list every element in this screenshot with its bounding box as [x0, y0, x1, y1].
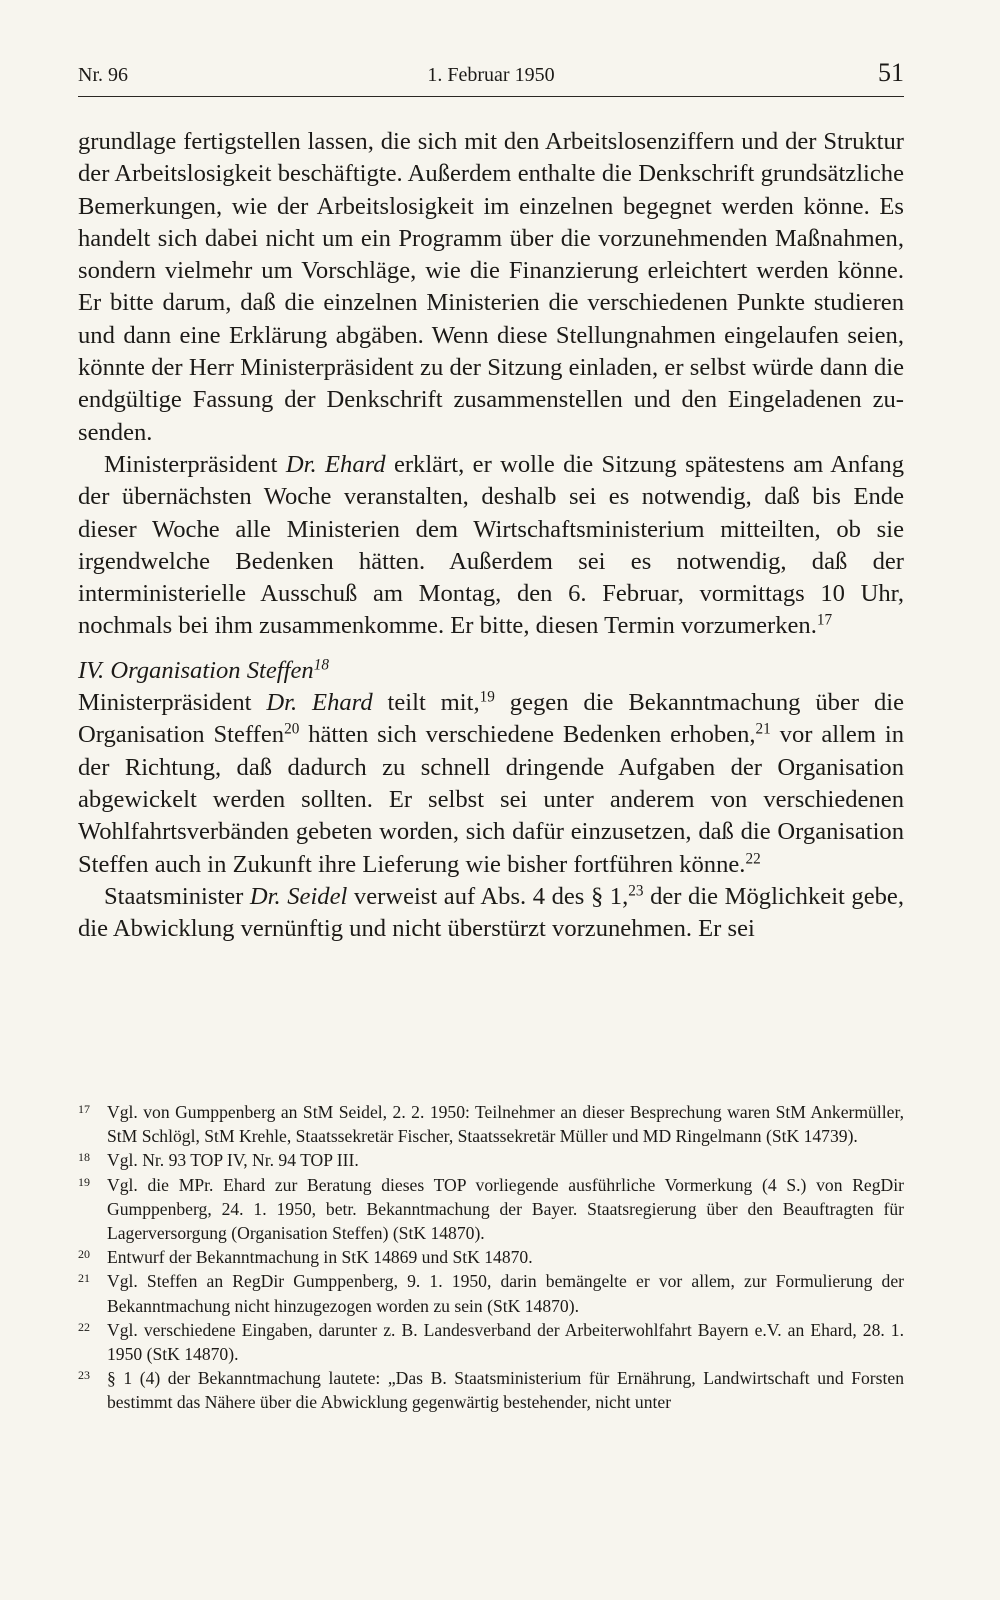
footnote-text: Vgl. Nr. 93 TOP IV, Nr. 94 TOP III.: [107, 1150, 359, 1171]
paragraph-text: Staatsminister: [104, 882, 250, 910]
paragraph-text: gegen die Bekanntmachung über die Organisation Steffen: [78, 689, 904, 749]
footnote-text: § 1 (4) der Bekanntmachung lautete: „Das B. Staatsministerium für Ernährung, Landwirtschaft und Forsten bestimmt das Nähere über die Abwicklung gegenwärtig bestehender, nicht unter: [107, 1368, 904, 1413]
page-number: 51: [878, 58, 904, 87]
paragraph-text: erklärt, er wolle die Sitzung spätestens am Anfang der übernächsten Woche veranstalten, deshalb sei es notwendig, daß bis Ende dieser Woche alle Ministerien dem Wirtschaftsministerium mitteilten, ob sie irgendwelche Bedenken hätten. Außerdem sei es notwendig, daß der interministerielle Ausschuß am Montag, den 6. Februar, vormittags 10 Uhr, nochmals bei ihm zusammenkomme. Er bitte, diesen Termin vorzumerken.: [78, 450, 904, 640]
paragraph-text: hätten sich verschiedene Bedenken erhoben,: [299, 721, 756, 749]
footnote-number: 19: [78, 1174, 90, 1189]
footnote-text: Vgl. die MPr. Ehard zur Beratung dieses TOP vorliegende ausführliche Vormerkung (4 S.) von RegDir Gumppenberg, 24. 1. 1950, betr. Bekanntmachung der Bayer. Staatsregierung über den Beauftragten für Lagerversorgung (Organisation Steffen) (StK 14870).: [107, 1174, 904, 1244]
section-heading-text: IV. Organisation Steffen: [78, 656, 314, 684]
section-heading: [78, 655, 904, 687]
footnote-number: 23: [78, 1368, 90, 1383]
paragraph-text: Ministerpräsident: [78, 689, 267, 717]
paragraph: [78, 449, 904, 643]
paragraph-text: Ministerpräsident: [104, 450, 286, 478]
footnote-text: Entwurf der Bekanntmachung in StK 14869 und StK 14870.: [107, 1247, 533, 1268]
paragraph: grundlage fertigstellen lassen, die sich mit den Arbeitslosenziffern und der Struktur der Arbeitslosigkeit beschäftigte. Außerdem enthalte die Denkschrift grundsätzliche Bemerkungen, wie der Arbeitslosigkeit im einzelnen begegnet werden könne. Es handelt sich dabei nicht um ein Programm über die vorzunehmenden Maßnahmen, sondern vielmehr um Vorschläge, wie die Finanzierung erleichtert werden könne. Er bitte darum, daß die einzelnen Ministerien die verschiedenen Punkte studieren und dann eine Erklärung abgäben. Wenn diese Stellungnahmen eingelaufen seien, könnte der Herr Ministerpräsident zu der Sitzung einladen, er selbst würde dann die endgültige Fassung der Denkschrift zusammenstellen und den Eingeladenen zusenden.: [78, 128, 904, 446]
footnote-text: Vgl. von Gumppenberg an StM Seidel, 2. 2. 1950: Teilnehmer an dieser Besprechung waren StM Ankermüller, StM Schlögl, StM Krehle, Staatssekretär Fischer, Staatssekretär Müller und MD Ringelmann (StK 14739).: [107, 1102, 904, 1147]
speaker-name: Dr. Ehard: [266, 689, 373, 717]
footnote-ref: 19: [479, 688, 495, 706]
document-date: 1. Februar 1950: [427, 64, 555, 86]
speaker-name: Dr. Seidel: [249, 882, 348, 910]
footnote: [78, 1269, 904, 1317]
footnote-ref: 18: [313, 656, 329, 674]
page-header: [78, 58, 904, 97]
footnote: [78, 1366, 904, 1414]
paragraph: [78, 881, 904, 946]
footnote: [78, 1148, 904, 1172]
document-number: Nr. 96: [78, 64, 128, 86]
footnotes: [78, 1100, 904, 1415]
paragraph-text: vor allem in der Richtung, daß dadurch zu schnell dringende Aufgaben der Organisation abgewickelt werden sollten. Er selbst sei unter anderem von verschiedenen Wohlfahrtsverbänden gebeten worden, sich dafür einzusetzen, daß die Organisation Steffen auch in Zukunft ihre Lieferung wie bisher fortführen könne.: [78, 721, 904, 878]
paragraph-text: der die Möglichkeit gebe, die Abwicklung vernünftig und nicht überstürzt vorzunehmen. Er sei: [78, 882, 904, 943]
footnote: [78, 1100, 904, 1148]
paragraph: [78, 687, 904, 881]
footnote-number: 20: [78, 1247, 90, 1262]
footnote-ref: 17: [816, 612, 833, 630]
paragraph-text: teilt mit,: [372, 689, 480, 717]
speaker-name: Dr. Ehard: [285, 450, 386, 478]
footnote-number: 21: [78, 1271, 90, 1286]
footnote-ref: 20: [284, 720, 300, 738]
footnote-number: 18: [78, 1150, 90, 1165]
footnote-ref: 21: [755, 720, 771, 738]
footnote-text: Vgl. verschiedene Eingaben, darunter z. B. Landesverband der Arbeiterwohlfahrt Bayern e.V. an Ehard, 28. 1. 1950 (StK 14870).: [107, 1319, 904, 1365]
paragraph-text: verweist auf Abs. 4 des § 1,: [347, 882, 629, 910]
footnote: [78, 1245, 904, 1269]
body-text: [78, 126, 904, 945]
footnote-number: 17: [78, 1102, 90, 1116]
footnote: [78, 1173, 904, 1246]
footnote: [78, 1318, 904, 1366]
footnote-ref: 23: [628, 882, 644, 900]
footnote-number: 22: [78, 1319, 90, 1334]
footnote-ref: 22: [745, 850, 761, 868]
footnote-text: Vgl. Steffen an RegDir Gumppenberg, 9. 1. 1950, darin bemängelte er vor allem, zur Formulierung der Bekanntmachung nicht hinzugezogen worden zu sein (StK 14870).: [107, 1271, 904, 1316]
